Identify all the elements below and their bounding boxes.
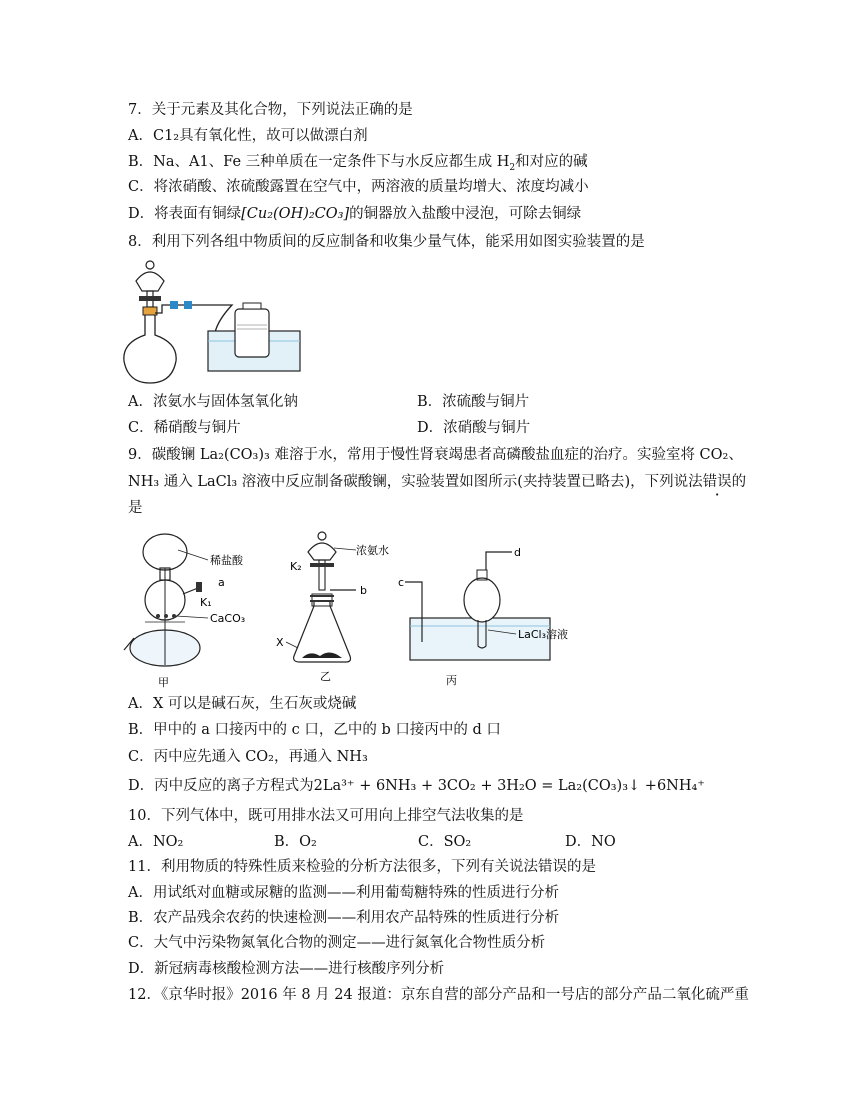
q9-stem-line2-text: NH₃ 通入 LaCl₃ 溶液中反应制备碳酸镧，实验装置如图所示(夹持装置已略去)，下列说法 bbox=[128, 474, 703, 490]
q9-emphasis-word: 错误 bbox=[702, 474, 732, 490]
q10-stem: 10．下列气体中，既可用排水法又可用向上排空气法收集的是 bbox=[128, 808, 524, 824]
label-k2: K₂ bbox=[290, 560, 302, 573]
q9-stem-line1: 9．碳酸镧 La₂(CO₃)₃ 难溶于水，常用于慢性肾衰竭患者高磷酸盐血症的治疗。实验室将 CO₂、 bbox=[128, 447, 743, 463]
q8-apparatus-figure bbox=[120, 255, 320, 387]
q8-option-c: C．稀硝酸与铜片 bbox=[128, 420, 241, 436]
q9-option-a: A．X 可以是碱石灰，生石灰或烧碱 bbox=[128, 696, 357, 712]
label-x: X bbox=[276, 636, 284, 649]
q11-option-b: B．农产品残余农药的快速检测——利用农产品特殊的性质进行分析 bbox=[128, 910, 560, 926]
q8-option-b: B．浓硫酸与铜片 bbox=[417, 394, 530, 410]
label-d: d bbox=[514, 546, 521, 559]
label-caco3: CaCO₃ bbox=[210, 612, 246, 625]
q7-stem: 7．关于元素及其化合物，下列说法正确的是 bbox=[128, 102, 413, 118]
q7-option-b-text: B．Na、A1、Fe 三种单质在一定条件下与水反应都生成 H bbox=[128, 154, 510, 170]
q9-option-c: C．丙中应先通入 CO₂，再通入 NH₃ bbox=[128, 749, 368, 765]
q11-option-a: A．用试纸对血糖或尿糖的监测——利用葡萄糖特殊的性质进行分析 bbox=[128, 885, 559, 901]
q9-option-d bbox=[128, 775, 705, 797]
q7-formula: [Cu₂(OH)₂CO₃] bbox=[241, 206, 350, 222]
label-k1: K₁ bbox=[200, 596, 212, 609]
q9-apparatus-figure bbox=[120, 530, 620, 690]
q9-stem-line2 bbox=[128, 471, 746, 493]
label-nh3: 浓氨水 bbox=[356, 544, 389, 557]
q10-option-a: A．NO₂ bbox=[128, 834, 184, 850]
q7-option-b-text-end: 和对应的碱 bbox=[515, 154, 588, 170]
label-hcl: 稀盐酸 bbox=[210, 554, 243, 567]
q11-option-c: C．大气中污染物氮氧化合物的测定——进行氮氧化合物性质分析 bbox=[128, 935, 546, 951]
label-bing: 丙 bbox=[446, 674, 457, 687]
q11-option-d: D．新冠病毒核酸检测方法——进行核酸序列分析 bbox=[128, 961, 445, 977]
q7-option-c: C．将浓硝酸、浓硫酸露置在空气中，两溶液的质量均增大、浓度均减小 bbox=[128, 179, 589, 195]
q9-stem-line2-end: 的 bbox=[731, 474, 747, 490]
label-a: a bbox=[218, 576, 225, 589]
q10-option-d: D．NO bbox=[565, 834, 616, 850]
q10-option-b: B．O₂ bbox=[274, 834, 317, 850]
q12-stem: 12．《京华时报》2016 年 8 月 24 报道：京东自营的部分产品和一号店的部分产品二氧化硫严重 bbox=[128, 987, 749, 1003]
label-c: c bbox=[398, 576, 405, 589]
q7-option-d-text: D．将表面有铜绿 bbox=[128, 206, 242, 222]
label-lacl3: LaCl₃溶液 bbox=[518, 628, 569, 641]
q8-option-a: A．浓氨水与固体氢氧化钠 bbox=[128, 394, 298, 410]
q9-stem-line3: 是 bbox=[128, 500, 143, 516]
q9-option-b: B．甲中的 a 口接丙中的 c 口，乙中的 b 口接丙中的 d 口 bbox=[128, 722, 501, 738]
q7-option-a: A．C1₂具有氧化性，故可以做漂白剂 bbox=[128, 128, 368, 144]
q10-option-c: C．SO₂ bbox=[418, 834, 472, 850]
q8-option-d: D．浓硝酸与铜片 bbox=[417, 420, 531, 436]
q7-option-d-text-end: 的铜器放入盐酸中浸泡，可除去铜绿 bbox=[349, 206, 582, 222]
label-yi: 乙 bbox=[320, 670, 331, 683]
q11-stem: 11．利用物质的特殊性质来检验的分析方法很多，下列有关说法错误的是 bbox=[128, 859, 596, 875]
q7-option-b: B．Na、A1、Fe 三种单质在一定条件下与水反应都生成 $H_2$和对应的碱 bbox=[128, 154, 588, 173]
label-jia: 甲 bbox=[158, 676, 169, 689]
q8-stem: 8．利用下列各组中物质间的反应制备和收集少量气体，能采用如图实验装置的是 bbox=[128, 234, 645, 250]
label-b: b bbox=[360, 584, 367, 597]
q9-ionic-equation: 2La³⁺ + 6NH₃ + 3CO₂ + 3H₂O = La₂(CO₃)₃↓ +6NH₄⁺ bbox=[313, 778, 705, 794]
q9-option-d-text: D．丙中反应的离子方程式为 bbox=[128, 778, 314, 794]
q7-option-d bbox=[128, 203, 581, 225]
